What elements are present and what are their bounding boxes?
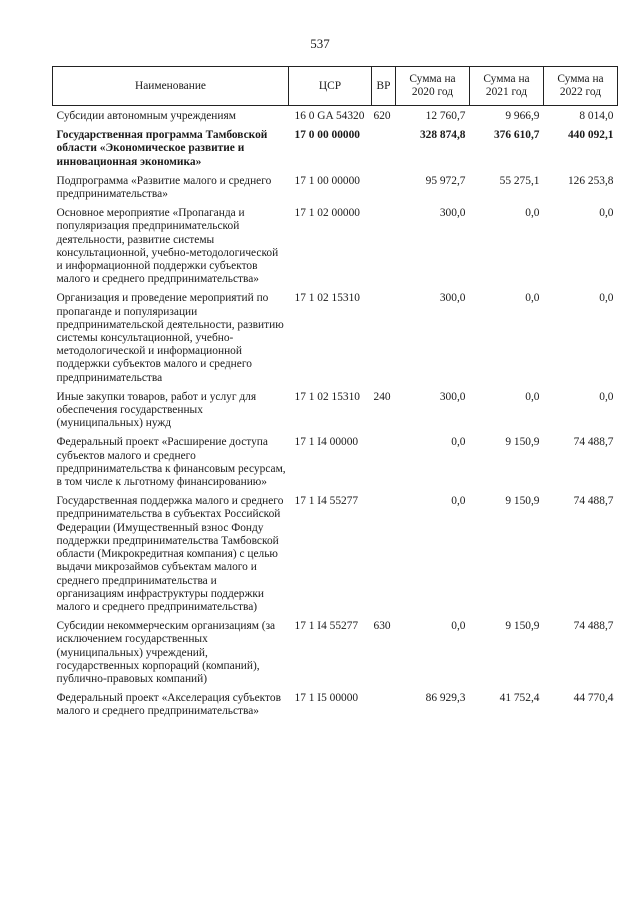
row-sum-2021: 55 275,1 xyxy=(499,174,540,187)
row-name: Иные закупки товаров, работ и услуг для обеспечения государственных (муниципальных) нужд xyxy=(56,390,257,430)
row-vr xyxy=(372,292,396,390)
row-name: Организация и проведение мероприятий по пропаганде и популяризации предпринимательской деятельности, развитию системы консультационной, учебно-методологической и информационной поддержки субъектов малого и среднего предпринимательства xyxy=(56,292,284,384)
header-sum-2021: Сумма на 2021 год xyxy=(470,67,544,106)
row-sum-2021: 9 966,9 xyxy=(505,110,540,122)
row-vr: 620 xyxy=(373,110,391,122)
table-row xyxy=(53,292,618,390)
row-csr: 17 1 00 00000 xyxy=(294,174,360,187)
row-sum-2021: 0,0 xyxy=(525,207,540,220)
row-sum-2022: 8 014,0 xyxy=(579,110,614,122)
table-row xyxy=(53,175,618,207)
row-vr xyxy=(372,692,396,724)
table-row xyxy=(53,620,618,692)
row-sum-2022: 126 253,8 xyxy=(567,174,614,187)
row-name: Субсидии некоммерческим организациям (за исключением государственных (муниципальных) учреждений, государственных корпораций (компаний), публично-правовых компаний) xyxy=(56,620,276,685)
header-name: Наименование xyxy=(53,67,289,106)
table-row xyxy=(53,436,618,495)
table-row xyxy=(53,495,618,620)
row-sum-2020: 328 874,8 xyxy=(419,129,466,142)
table-header xyxy=(53,67,618,106)
row-csr: 17 1 I4 55277 xyxy=(294,620,359,633)
header-sum-2022: Сумма на 2022 год xyxy=(544,67,618,106)
row-sum-2022: 74 488,7 xyxy=(573,620,614,633)
row-csr: 17 1 I4 55277 xyxy=(294,495,359,508)
row-sum-2020: 0,0 xyxy=(451,436,466,449)
row-name: Федеральный проект «Акселерация субъектов малого и среднего предпринимательства» xyxy=(56,692,281,718)
row-sum-2020: 12 760,7 xyxy=(425,110,466,122)
row-name: Федеральный проект «Расширение доступа субъектов малого и среднего предпринимательства к финансовым ресурсам, в том числе к льготному финансированию» xyxy=(56,436,286,489)
row-sum-2022: 0,0 xyxy=(599,207,614,220)
row-sum-2021: 376 610,7 xyxy=(493,129,540,142)
table-body xyxy=(53,106,618,725)
table-row xyxy=(53,106,618,130)
row-vr xyxy=(372,436,396,495)
row-sum-2020: 300,0 xyxy=(439,292,466,305)
row-sum-2022: 440 092,1 xyxy=(567,129,614,142)
row-name: Субсидии автономным учреждениям xyxy=(56,110,236,122)
table-row xyxy=(53,692,618,724)
table-row xyxy=(53,129,618,175)
header-sum-2020: Сумма на 2020 год xyxy=(396,67,470,106)
row-sum-2021: 9 150,9 xyxy=(505,620,540,633)
row-vr xyxy=(372,207,396,292)
header-csr: ЦСР xyxy=(289,67,372,106)
row-sum-2020: 0,0 xyxy=(451,620,466,633)
row-sum-2022: 74 488,7 xyxy=(573,495,614,508)
row-vr xyxy=(372,495,396,620)
row-csr: 17 1 02 15310 xyxy=(294,390,360,403)
row-sum-2022: 0,0 xyxy=(599,390,614,403)
row-sum-2022: 74 488,7 xyxy=(573,436,614,449)
row-csr: 17 0 00 00000 xyxy=(294,129,360,142)
row-name: Государственная программа Тамбовской области «Экономическое развитие и инновационная экономика» xyxy=(56,129,268,168)
row-sum-2022: 0,0 xyxy=(599,292,614,305)
page-number: 537 xyxy=(310,36,330,51)
row-sum-2020: 0,0 xyxy=(451,495,466,508)
row-csr: 16 0 GA 54320 xyxy=(294,110,365,122)
budget-table xyxy=(52,66,618,725)
table-row xyxy=(53,207,618,292)
row-sum-2020: 95 972,7 xyxy=(425,174,466,187)
row-sum-2021: 0,0 xyxy=(525,390,540,403)
row-sum-2020: 86 929,3 xyxy=(425,692,466,705)
row-csr: 17 1 I5 00000 xyxy=(294,692,359,705)
row-sum-2020: 300,0 xyxy=(439,390,466,403)
row-sum-2020: 300,0 xyxy=(439,207,466,220)
row-sum-2021: 0,0 xyxy=(525,292,540,305)
row-vr: 630 xyxy=(373,620,391,633)
row-sum-2021: 9 150,9 xyxy=(505,495,540,508)
row-name: Основное мероприятие «Пропаганда и популяризация предпринимательской деятельности, развитие системы консультационной, учебно-методологической и информационной поддержки субъектов малого и среднего предпринимательства» xyxy=(56,207,279,286)
row-sum-2021: 41 752,4 xyxy=(499,692,540,705)
row-csr: 17 1 02 15310 xyxy=(294,292,360,305)
row-name: Государственная поддержка малого и среднего предпринимательства в субъектах Российской Федерации (Имущественный взнос Фонду поддержки предпринимательства Тамбовской области (Микрокредитная компания) с целью выдачи микрозаймов субъектам малого и среднего предпринимательства и организациям инфраструктуры поддержки малого и среднего предпринимательства) xyxy=(56,495,284,613)
row-vr xyxy=(372,175,396,207)
row-sum-2021: 9 150,9 xyxy=(505,436,540,449)
row-vr: 240 xyxy=(373,390,391,403)
row-vr xyxy=(372,129,396,175)
row-sum-2022: 44 770,4 xyxy=(573,692,614,705)
header-vr: ВР xyxy=(372,67,396,106)
table-row xyxy=(53,391,618,437)
row-csr: 17 1 02 00000 xyxy=(294,207,360,220)
row-name: Подпрограмма «Развитие малого и среднего предпринимательства» xyxy=(56,174,272,201)
row-csr: 17 1 I4 00000 xyxy=(294,436,359,449)
